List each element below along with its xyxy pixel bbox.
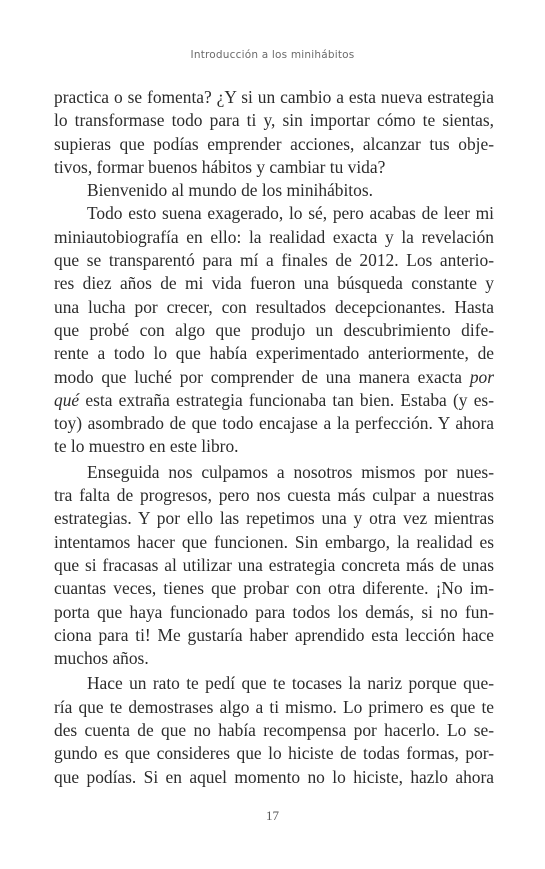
italic-word: por	[469, 366, 494, 387]
text-line: ciona para ti! Me gustaría haber aprendido esta lección hace	[54, 624, 494, 645]
text-line: supieras que podías emprender acciones, alcanzar tus obje-	[54, 133, 494, 154]
text-line: toy) asombrado de que todo encajase a la perfección. Y ahora	[54, 413, 494, 434]
text-line: estrategias. Y por ello las repetimos una y otra vez mientras	[54, 508, 494, 529]
text-line: Todo esto suena exagerado, lo sé, pero acabas de leer mi	[87, 203, 494, 224]
text-line: que se transparentó para mí a finales de 2012. Los anterio-	[54, 250, 494, 271]
text-line: tivos, formar buenos hábitos y cambiar tu vida?	[54, 156, 386, 177]
text-line: una lucha por crecer, con resultados decepcionantes. Hasta	[54, 296, 494, 317]
text-line: rente a todo lo que había experimentado anteriormente, de	[54, 343, 494, 364]
italic-word: qué	[54, 389, 80, 410]
text-line: que si fracasas al utilizar una estrategia concreta más de unas	[54, 554, 494, 575]
text-fragment: modo que luché por comprender de una manera exacta	[54, 366, 463, 387]
text-line: gundo es que consideres que lo hiciste de todas formas, por-	[54, 743, 494, 764]
page-number: 17	[266, 808, 279, 823]
text-line: intentamos hacer que funcionen. Sin embargo, la realidad es	[54, 531, 494, 552]
text-line	[54, 389, 494, 412]
text-line: lo transformase todo para ti y, sin importar cómo te sientas,	[54, 110, 494, 131]
text-line	[54, 366, 494, 389]
text-line: que podías. Si en aquel momento no lo hiciste, hazlo ahora	[54, 766, 494, 787]
text-line: que probé con algo que produjo un descubrimiento dife-	[54, 319, 494, 340]
text-line: miniautobiografía en ello: la realidad exacta y la revelación	[54, 226, 494, 247]
text-line: ría que te demostrases algo a ti mismo. Lo primero es que te	[54, 696, 494, 717]
text-line: practica o se fomenta? ¿Y si un cambio a esta nueva estrategia	[54, 87, 494, 107]
text-line: Hace un rato te pedí que te tocases la nariz porque que-	[87, 673, 494, 694]
text-line: te lo muestro en este libro.	[54, 436, 239, 457]
text-line: muchos años.	[54, 648, 149, 669]
text-line: cuantas veces, tienes que probar con otra diferente. ¡No im-	[54, 578, 494, 599]
text-line: res diez años de mi vida fueron una búsqueda constante y	[54, 273, 494, 294]
running-header: Introducción a los minihábitos	[190, 49, 355, 61]
text-line: Bienvenido al mundo de los minihábitos.	[87, 180, 373, 201]
text-fragment: esta extraña estrategia funcionaba tan bien. Estaba (y es-	[85, 389, 494, 410]
page-body	[54, 86, 494, 789]
text-line: tra falta de progresos, pero nos cuesta más culpar a nuestras	[54, 485, 494, 506]
text-line: porta que haya funcionado para todos los demás, si no fun-	[54, 601, 494, 622]
text-line: Enseguida nos culpamos a nosotros mismos por nues-	[87, 461, 494, 482]
text-line: des cuenta de que no había recompensa por hacerlo. Lo se-	[54, 720, 494, 741]
